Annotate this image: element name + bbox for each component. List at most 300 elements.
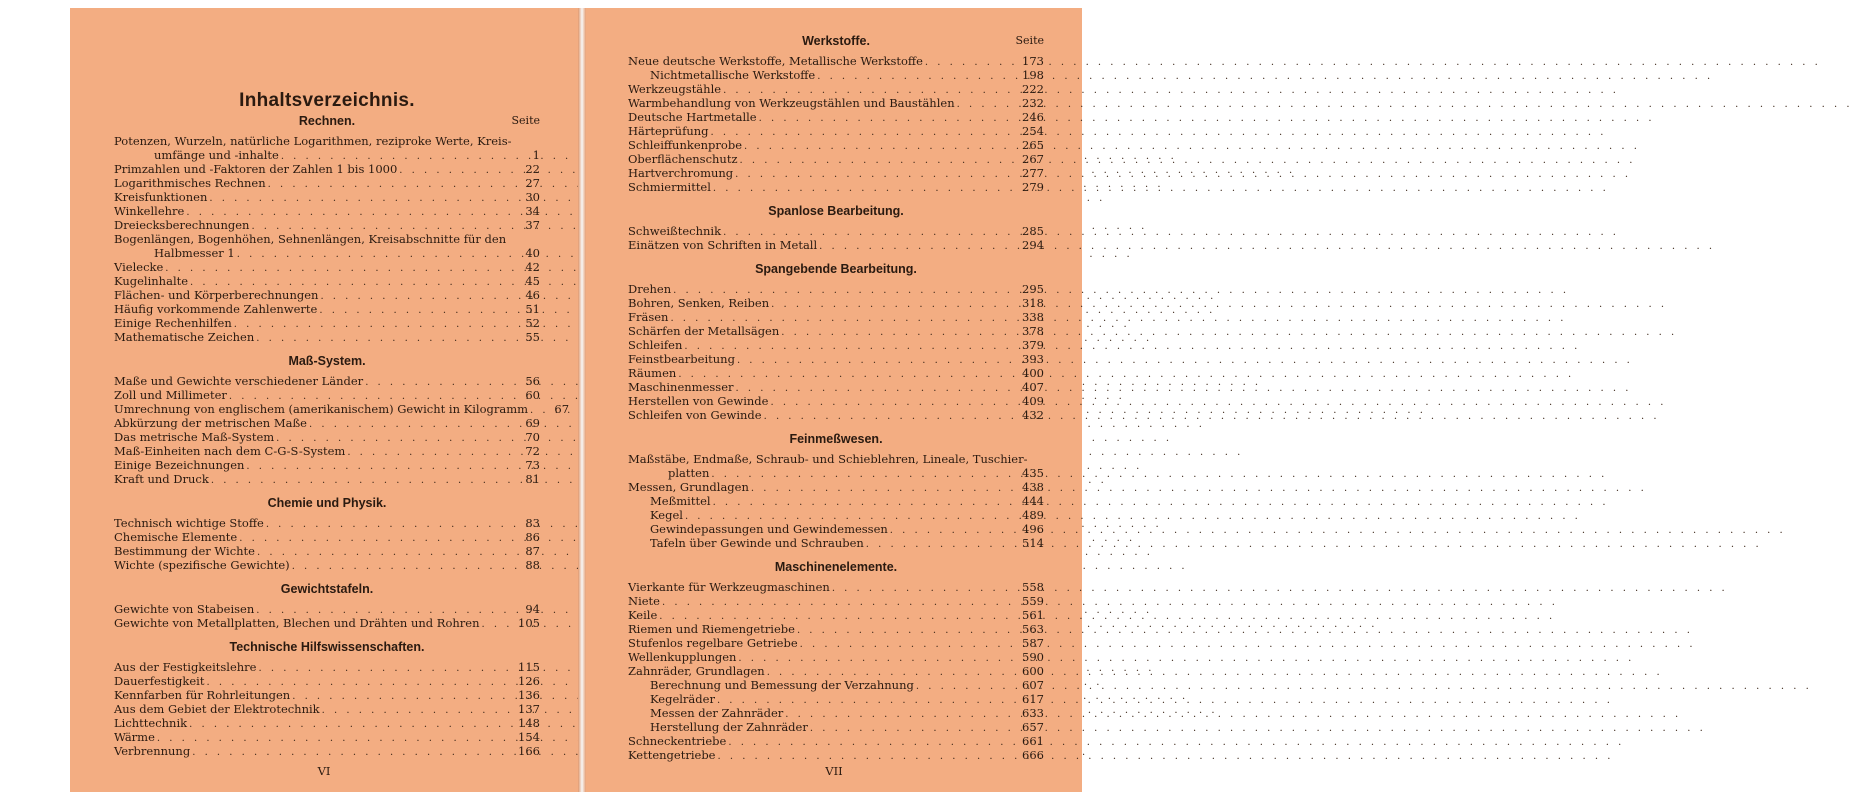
leader-dots [246,460,511,474]
toc-entry [628,180,1044,194]
toc-page-number: 563 [1022,622,1044,636]
toc-entry [628,748,1044,762]
toc-entry [114,674,540,688]
toc-entry-label: Feinstbearbeitung [628,352,735,366]
toc-entry [628,692,1044,706]
section-title: Technische Hilfswissenschaften. [229,640,425,654]
toc-entry [628,366,1044,380]
toc-page-number: 81 [525,472,540,486]
toc-entry-label: Primzahlen und -Faktoren der Zahlen 1 bis 1000 [114,162,398,176]
toc-entry-line [114,134,540,148]
toc-entry-label: Deutsche Hartmetalle [628,110,757,124]
toc-page-number: 27 [525,176,540,190]
toc-entry [114,444,540,458]
toc-entry-label: Winkellehre [114,204,185,218]
leader-dots [292,560,511,574]
toc-entry-label: Bestimmung der Wichte [114,544,255,558]
toc-entry [114,416,540,430]
toc-entry-label: Zahnräder, Grundlagen [628,664,765,678]
toc-page-number: 136 [518,688,540,702]
toc-page-number: 661 [1022,734,1044,748]
toc-entry [628,352,1044,366]
toc-entry [114,316,540,330]
toc-entry-label: Einige Bezeichnungen [114,458,245,472]
toc-entry-label: Keile [628,608,658,622]
toc-entry [628,720,1044,734]
toc-entry-label: Schärfen der Metallsägen [628,324,780,338]
toc-entry [114,260,540,274]
toc-page-number: 87 [525,544,540,558]
leader-dots [347,446,511,460]
toc-entry [114,702,540,716]
book-fold [578,8,586,792]
leader-dots [717,750,1015,764]
toc-page-number: 51 [525,302,540,316]
toc-entry [114,458,540,472]
leader-dots [916,680,1015,694]
toc-page-number: 633 [1022,706,1044,720]
toc-entry-label: Niete [628,594,660,608]
leader-dots [890,524,1015,538]
leader-dots [237,248,511,262]
toc-page-number: 34 [525,204,540,218]
toc-entry [628,650,1044,664]
leader-dots [266,518,511,532]
toc-page-number: 400 [1022,366,1044,380]
toc-page-number: 378 [1022,324,1044,338]
toc-entry-label: Kettengetriebe [628,748,716,762]
toc-page-number: 338 [1022,310,1044,324]
toc-entry-label: Mathematische Zeichen [114,330,255,344]
toc-section [114,582,540,630]
toc-entry [628,408,1044,422]
leader-dots [309,418,511,432]
toc-page-number: 657 [1022,720,1044,734]
toc-entry-label: Fräsen [628,310,669,324]
leader-dots [322,704,511,718]
toc-entry-label: Vierkante für Werkzeugmaschinen [628,580,830,594]
leader-dots [234,318,511,332]
toc-entry [114,288,540,302]
toc-page-number: 489 [1022,508,1044,522]
toc-page-number: 105 [518,616,540,630]
toc-entry-label: Das metrische Maß-System [114,430,275,444]
toc-entry-label: Gewichte von Metallplatten, Blechen und Drähten und Rohren [114,616,480,630]
toc-page-number: 56 [525,374,540,388]
toc-section [628,204,1044,252]
leader-dots [481,618,511,632]
toc-entry [628,734,1044,748]
toc-page-number: 37 [525,218,540,232]
leader-dots [781,326,1015,340]
toc-page-number: 60 [525,388,540,402]
toc-entry [114,218,540,232]
toc-section [114,114,540,344]
toc-section [628,34,1044,194]
toc-entry-label: Schmiermittel [628,180,711,194]
toc-entry [628,324,1044,338]
toc-entry-label: Technisch wichtige Stoffe [114,516,264,530]
toc-page-number: 70 [525,430,540,444]
toc-page-number: 590 [1022,650,1044,664]
left-page [70,8,578,792]
toc-page-number: 617 [1022,692,1044,706]
toc-page-number: 30 [525,190,540,204]
toc-entry-label: Kegelräder [650,692,715,706]
toc-entry-label: Dauerfestigkeit [114,674,205,688]
right-toc [628,34,1044,762]
toc-entry-label: Kennfarben für Rohrleitungen [114,688,291,702]
toc-entry [114,374,540,388]
toc-entry [628,338,1044,352]
toc-entry [628,664,1044,678]
toc-entry-label: Einätzen von Schriften in Metall [628,238,818,252]
toc-entry [114,148,540,162]
page-number-left: VI [317,764,331,778]
leader-dots [736,382,1016,396]
toc-entry-label: Vielecke [114,260,164,274]
leader-dots [319,304,511,318]
toc-entry [628,466,1044,480]
toc-entry-label: Gewichte von Stabeisen [114,602,255,616]
toc-entry [114,176,540,190]
toc-entry-label: Wellenkupplungen [628,650,737,664]
toc-entry-label: Chemische Elemente [114,530,238,544]
toc-entry-label: Neue deutsche Werkstoffe, Metallische Werkstoffe [628,54,923,68]
toc-page-number: 254 [1022,124,1044,138]
toc-page-number: 88 [525,558,540,572]
leader-dots [662,596,1015,610]
leader-dots [751,482,1015,496]
toc-page-number: 154 [518,730,540,744]
page-column-label: Seite [511,114,540,127]
toc-page-number: 137 [518,702,540,716]
toc-entry-label: Kegel [650,508,683,522]
toc-entry-label-continued: platten [668,466,710,480]
toc-entry-label: Tafeln über Gewinde und Schrauben [650,536,864,550]
leader-dots [759,112,1015,126]
right-page [586,8,1082,792]
toc-entry [114,544,540,558]
toc-entry [114,616,540,630]
toc-entry [628,480,1044,494]
toc-entry-label: Hartverchromung [628,166,734,180]
leader-dots [866,538,1015,552]
leader-dots [819,240,1015,254]
section-title: Gewichtstafeln. [280,582,374,596]
toc-entry [628,706,1044,720]
toc-section [628,432,1044,550]
toc-page-number: 67 [554,402,570,416]
toc-page-number: 173 [1022,54,1044,68]
toc-page-number: 94 [525,602,540,616]
toc-page-number: 72 [525,444,540,458]
toc-page-number: 295 [1022,282,1044,296]
page-column-label: Seite [1015,34,1044,47]
toc-entry [114,204,540,218]
toc-section [628,560,1044,762]
toc-entry [628,622,1044,636]
leader-dots [764,410,1015,424]
toc-entry [628,594,1044,608]
leader-dots [711,126,1015,140]
section-title: Spangebende Bearbeitung. [755,262,917,276]
toc-entry [114,430,540,444]
toc-page-number: 444 [1022,494,1044,508]
toc-entry [114,388,540,402]
toc-entry [114,716,540,730]
leader-dots [189,718,511,732]
toc-entry-label: Wichte (spezifische Gewichte) [114,558,290,572]
toc-entry [114,530,540,544]
leader-dots [209,192,511,206]
toc-entry-label: Messen der Zahnräder [650,706,784,720]
leader-dots [738,652,1015,666]
toc-page-number: 1 [532,148,540,162]
toc-entry [628,310,1044,324]
toc-page-number: 496 [1022,522,1044,536]
toc-page-number: 246 [1022,110,1044,124]
toc-page-number: 126 [518,674,540,688]
leader-dots [192,746,511,760]
toc-page-number: 285 [1022,224,1044,238]
toc-section [628,262,1044,422]
toc-entry [114,688,540,702]
toc-entry-label: Aus dem Gebiet der Elektrotechnik [114,702,320,716]
toc-entry [628,82,1044,96]
toc-entry [114,744,540,758]
toc-page-number: 294 [1022,238,1044,252]
toc-entry-line [628,452,1044,466]
toc-entry-label: Verbrennung [114,744,191,758]
toc-entry-label: Kugelinhalte [114,274,189,288]
toc-entry-label: Maße und Gewichte verschiedener Länder [114,374,364,388]
leader-dots [157,732,511,746]
section-title: Werkstoffe. [802,34,870,48]
toc-entry-label: Werkzeugstähle [628,82,722,96]
toc-entry-label: Riemen und Riemengetriebe [628,622,795,636]
toc-entry [628,394,1044,408]
toc-entry-label: Räumen [628,366,677,380]
toc-entry-label: Schweißtechnik [628,224,722,238]
leader-dots [728,736,1015,750]
toc-entry-label: Bohren, Senken, Reiben [628,296,770,310]
toc-entry-label: Lichttechnik [114,716,188,730]
leader-dots [744,140,1015,154]
toc-entry [628,138,1044,152]
toc-page-number: 40 [525,246,540,260]
toc-page-number: 318 [1022,296,1044,310]
leader-dots [735,168,1015,182]
toc-entry-label: Härteprüfung [628,124,709,138]
toc-page-number: 587 [1022,636,1044,650]
toc-page-number: 46 [525,288,540,302]
toc-entry [628,110,1044,124]
toc-entry-label: Schleifen von Gewinde [628,408,762,422]
toc-entry-label: Abkürzung der metrischen Maße [114,416,307,430]
toc-page-number: 148 [518,716,540,730]
toc-page-number: 407 [1022,380,1044,394]
toc-section [114,496,540,572]
leader-dots [399,164,511,178]
toc-entry-label: Nichtmetallische Werkstoffe [650,68,816,82]
toc-entry [114,730,540,744]
toc-entry-label: Zoll und Millimeter [114,388,227,402]
toc-page-number: 115 [518,660,540,674]
toc-entry [628,536,1044,550]
toc-entry-label: Meßmittel [650,494,711,508]
leader-dots [256,332,511,346]
toc-entry [628,380,1044,394]
toc-entry [114,516,540,530]
toc-entry-label: Herstellen von Gewinde [628,394,769,408]
toc-page-number: 666 [1022,748,1044,762]
toc-page-number: 83 [525,516,540,530]
leader-dots [957,98,1015,112]
toc-entry [628,296,1044,310]
leader-dots [268,178,511,192]
toc-entry [628,608,1044,622]
toc-entry [114,330,540,344]
toc-entry [628,636,1044,650]
section-title: Maschinenelemente. [774,560,898,574]
toc-page-number: 277 [1022,166,1044,180]
toc-entry-label: Warmbehandlung von Werkzeugstählen und Baustählen [628,96,955,110]
toc-entry-label: Maschinenmesser [628,380,734,394]
toc-entry [628,494,1044,508]
leader-dots [810,722,1015,736]
toc-entry-label: Bogenlängen, Bogenhöhen, Sehnenlängen, Kreisabschnitte für den [114,232,507,246]
toc-page-number: 52 [525,316,540,330]
toc-entry-label: Kraft und Druck [114,472,209,486]
toc-entry [114,302,540,316]
toc-page-number: 198 [1022,68,1044,82]
leader-dots [713,496,1015,510]
leader-dots [365,376,511,390]
toc-entry-label: Oberflächenschutz [628,152,738,166]
leader-dots [211,474,511,488]
toc-entry [114,402,570,416]
toc-entry [628,54,1044,68]
toc-entry [114,602,540,616]
toc-entry-label: Flächen- und Körperberechnungen [114,288,319,302]
leader-dots [320,290,511,304]
leader-dots [737,354,1015,368]
toc-entry-line [114,232,540,246]
toc-page-number: 45 [525,274,540,288]
leader-dots [817,70,1015,84]
toc-page-number: 435 [1022,466,1044,480]
toc-page-number: 600 [1022,664,1044,678]
leader-dots [771,298,1015,312]
toc-entry-label: Häufig vorkommende Zahlenwerte [114,302,318,316]
toc-page-number: 409 [1022,394,1044,408]
section-title: Rechnen. [298,114,356,128]
leader-dots [785,708,1015,722]
leader-dots [239,532,511,546]
leader-dots [797,624,1015,638]
section-title: Maß-System. [288,354,366,368]
toc-page-number: 22 [525,162,540,176]
toc-entry-label: Einige Rechenhilfen [114,316,232,330]
toc-page-number: 279 [1022,180,1044,194]
leader-dots [711,468,1015,482]
toc-entry-label: Stufenlos regelbare Getriebe [628,636,798,650]
toc-entry-label: Drehen [628,282,672,296]
toc-entry-label: Messen, Grundlagen [628,480,749,494]
page-number-right: VII [825,764,843,778]
toc-page-number: 55 [525,330,540,344]
toc-page-number: 379 [1022,338,1044,352]
toc-entry [628,224,1044,238]
page-title: Inhaltsverzeichnis. [239,90,415,111]
toc-entry [628,580,1044,594]
toc-entry [628,68,1044,82]
toc-page-number: 232 [1022,96,1044,110]
toc-page-number: 559 [1022,594,1044,608]
toc-page-number: 265 [1022,138,1044,152]
toc-entry [114,558,540,572]
section-header [114,114,540,134]
toc-entry [628,522,1044,536]
toc-entry-label: Berechnung und Bemessung der Verzahnung [650,678,914,692]
toc-page-number: 73 [525,458,540,472]
toc-entry-label: Schleiffunkenprobe [628,138,743,152]
section-title: Spanlose Bearbeitung. [768,204,904,218]
toc-entry [628,124,1044,138]
toc-entry-label: Maß-Einheiten nach dem C-G-S-System [114,444,346,458]
toc-page-number: 222 [1022,82,1044,96]
section-title: Feinmeßwesen. [789,432,883,446]
toc-page-number: 558 [1022,580,1044,594]
toc-page-number: 267 [1022,152,1044,166]
toc-page-number: 69 [525,416,540,430]
toc-entry [628,508,1044,522]
toc-entry-label: Schleifen [628,338,683,352]
toc-entry [114,246,540,260]
leader-dots [832,582,1015,596]
toc-entry-label: Logarithmisches Rechnen [114,176,266,190]
toc-page-number: 561 [1022,608,1044,622]
toc-entry [114,190,540,204]
toc-entry-label: Kreisfunktionen [114,190,208,204]
toc-entry-label: Schneckentriebe [628,734,727,748]
toc-entry [114,274,540,288]
leader-dots [800,638,1015,652]
toc-page-number: 432 [1022,408,1044,422]
toc-entry-label: Gewindepassungen und Gewindemessen [650,522,888,536]
toc-page-number: 438 [1022,480,1044,494]
toc-entry [628,96,1044,110]
leader-dots [713,182,1015,196]
toc-entry [628,678,1044,692]
toc-section [114,640,540,758]
toc-page-number: 393 [1022,352,1044,366]
toc-entry [628,238,1044,252]
left-toc [114,114,570,758]
leader-dots [770,396,1015,410]
toc-entry-label: Aus der Festigkeitslehre [114,660,257,674]
toc-page-number: 86 [525,530,540,544]
toc-entry-label-continued: umfänge und -inhalte [154,148,279,162]
leader-dots [165,262,511,276]
section-header [628,34,1044,54]
toc-entry [628,152,1044,166]
toc-page-number: 607 [1022,678,1044,692]
toc-entry [114,472,540,486]
toc-entry-label-continued: Halbmesser 1 [154,246,235,260]
toc-page-number: 166 [518,744,540,758]
